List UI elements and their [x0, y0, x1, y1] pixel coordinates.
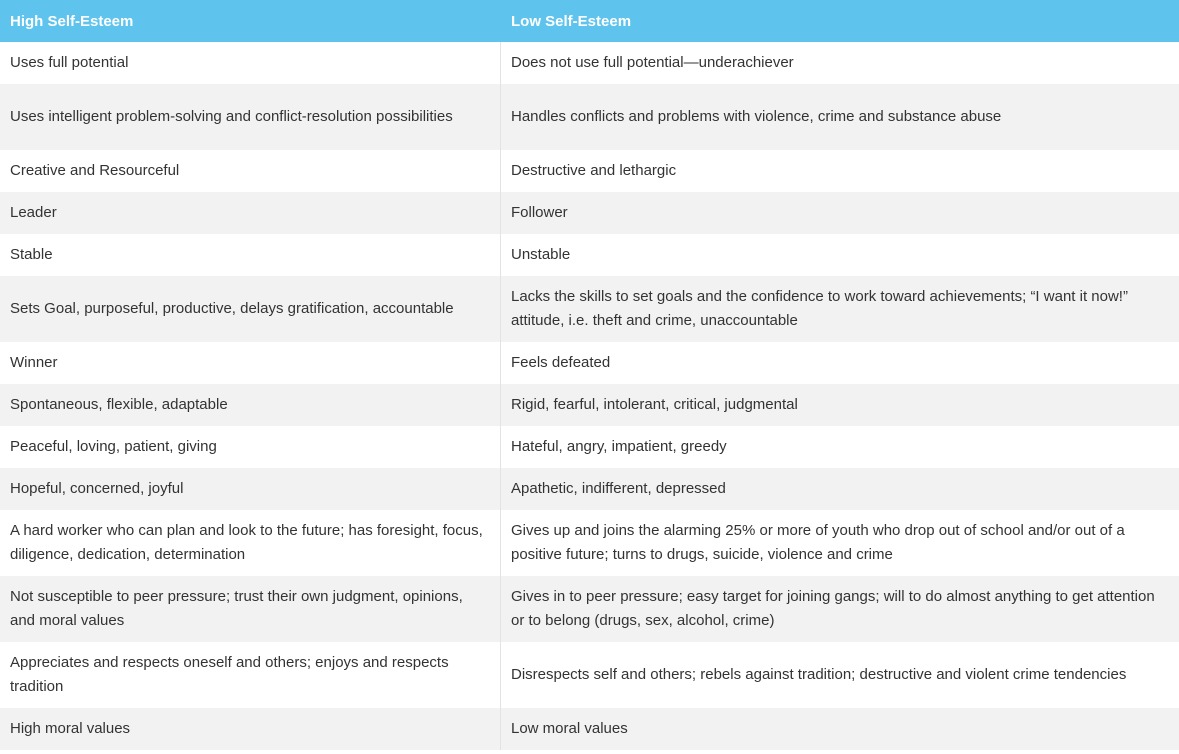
header-high-self-esteem: High Self-Esteem: [0, 0, 500, 42]
header-low-self-esteem: Low Self-Esteem: [500, 0, 1179, 42]
table-row: [0, 192, 1179, 234]
table-body: [0, 42, 1179, 750]
cell-low: Does not use full potential—underachiever: [500, 42, 1179, 84]
cell-high: Not susceptible to peer pressure; trust their own judgment, opinions, and moral values: [0, 576, 500, 642]
cell-high: Sets Goal, purposeful, productive, delays gratification, accountable: [0, 276, 500, 342]
cell-high: Hopeful, concerned, joyful: [0, 468, 500, 510]
cell-high: A hard worker who can plan and look to the future; has foresight, focus, diligence, dedication, determination: [0, 510, 500, 576]
cell-high: Leader: [0, 192, 500, 234]
cell-low: Low moral values: [500, 708, 1179, 750]
cell-low: Destructive and lethargic: [500, 150, 1179, 192]
cell-low: Handles conflicts and problems with violence, crime and substance abuse: [500, 84, 1179, 150]
cell-high: Appreciates and respects oneself and others; enjoys and respects tradition: [0, 642, 500, 708]
cell-high: Uses intelligent problem-solving and conflict-resolution possibilities: [0, 84, 500, 150]
table-row: [0, 276, 1179, 342]
table-row: [0, 150, 1179, 192]
cell-low: Rigid, fearful, intolerant, critical, judgmental: [500, 384, 1179, 426]
header-row: [0, 0, 1179, 42]
cell-low: Lacks the skills to set goals and the confidence to work toward achievements; “I want it now!” attitude, i.e. theft and crime, unaccountable: [500, 276, 1179, 342]
cell-low: Disrespects self and others; rebels against tradition; destructive and violent crime tendencies: [500, 642, 1179, 708]
table-row: [0, 510, 1179, 576]
cell-low: Feels defeated: [500, 342, 1179, 384]
cell-high: Stable: [0, 234, 500, 276]
cell-high: Winner: [0, 342, 500, 384]
cell-low: Hateful, angry, impatient, greedy: [500, 426, 1179, 468]
table-row: [0, 426, 1179, 468]
table-row: [0, 84, 1179, 150]
cell-high: Peaceful, loving, patient, giving: [0, 426, 500, 468]
cell-high: Creative and Resourceful: [0, 150, 500, 192]
cell-high: High moral values: [0, 708, 500, 750]
table-row: [0, 234, 1179, 276]
cell-low: Follower: [500, 192, 1179, 234]
table-row: [0, 708, 1179, 750]
cell-high: Uses full potential: [0, 42, 500, 84]
table-row: [0, 642, 1179, 708]
cell-low: Gives up and joins the alarming 25% or more of youth who drop out of school and/or out of a positive future; turns to drugs, suicide, violence and crime: [500, 510, 1179, 576]
table-row: [0, 42, 1179, 84]
table-row: [0, 468, 1179, 510]
cell-low: Unstable: [500, 234, 1179, 276]
cell-low: Apathetic, indifferent, depressed: [500, 468, 1179, 510]
table-row: [0, 384, 1179, 426]
table-row: [0, 342, 1179, 384]
cell-low: Gives in to peer pressure; easy target for joining gangs; will to do almost anything to get attention or to belong (drugs, sex, alcohol, crime): [500, 576, 1179, 642]
table-row: [0, 576, 1179, 642]
cell-high: Spontaneous, flexible, adaptable: [0, 384, 500, 426]
table-header: [0, 0, 1179, 42]
